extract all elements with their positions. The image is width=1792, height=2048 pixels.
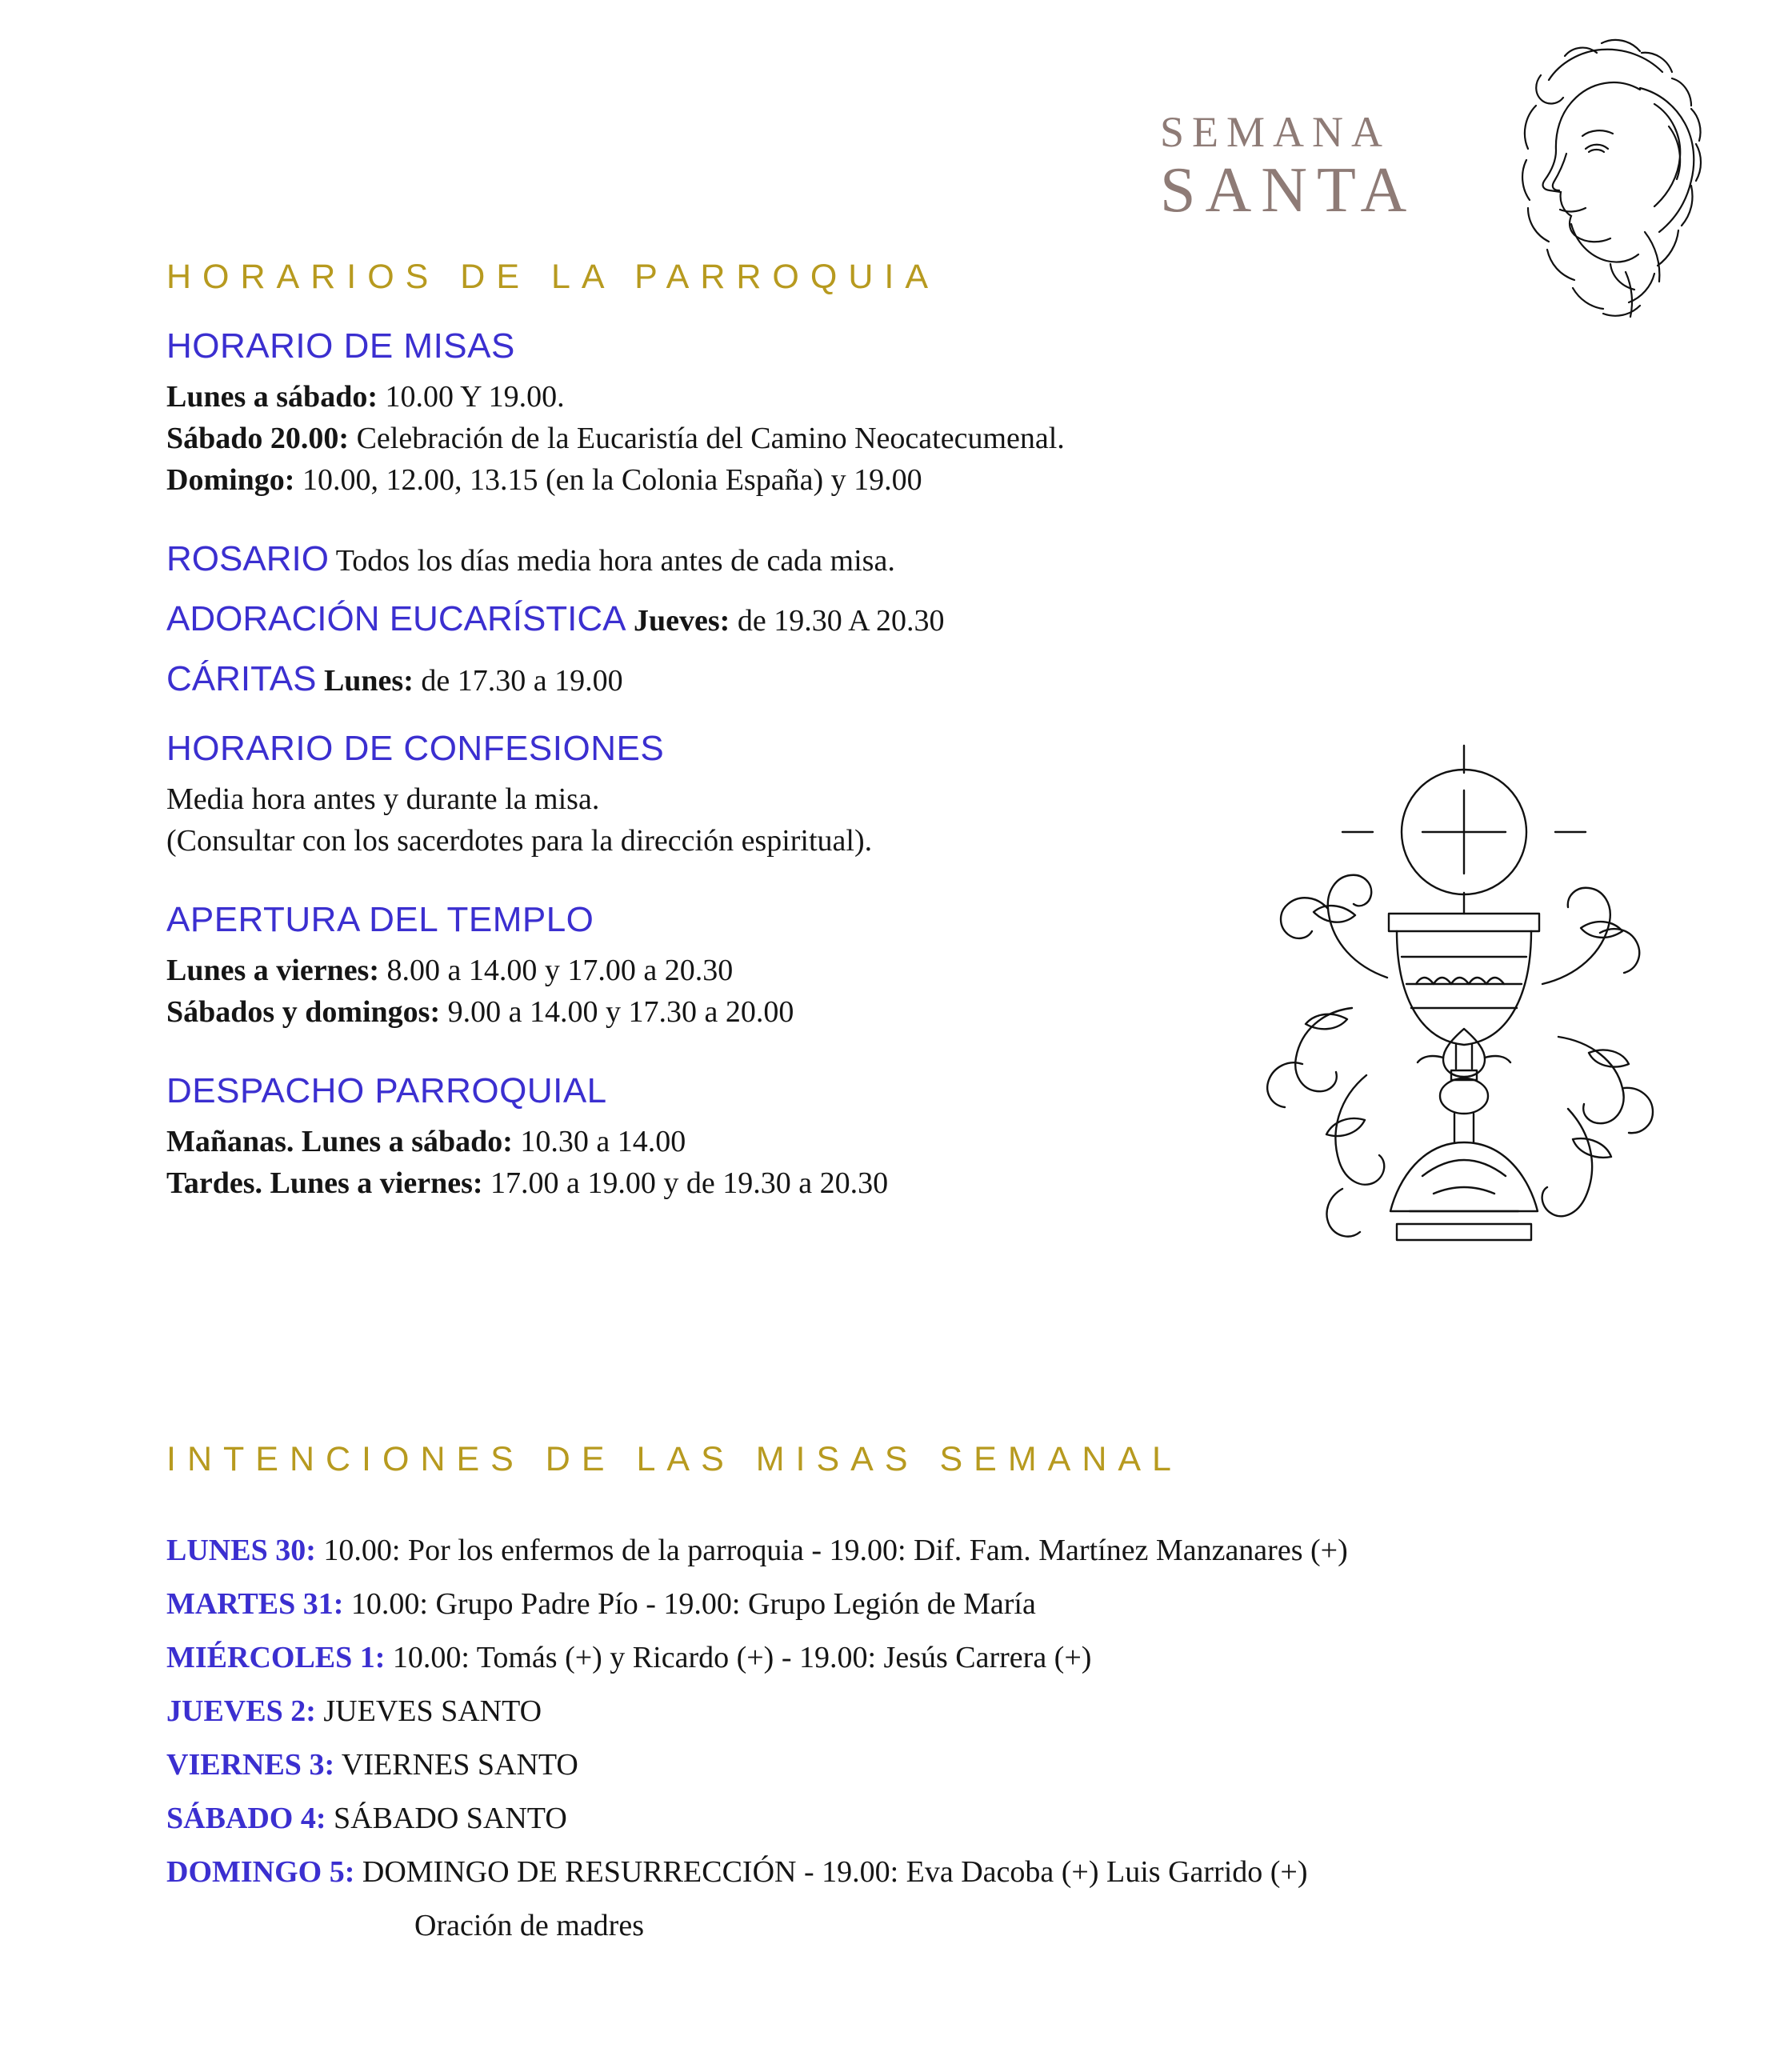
- intention-text: VIERNES SANTO: [334, 1748, 578, 1782]
- intention-day: LUNES 30:: [166, 1534, 316, 1567]
- mass-schedule-line-value: 10.00 Y 19.00.: [377, 380, 565, 414]
- intention-day: MARTES 31:: [166, 1587, 344, 1621]
- mass-schedule-line-label: Lunes a sábado:: [166, 380, 378, 414]
- parish-office-line-label: Mañanas. Lunes a sábado:: [166, 1125, 513, 1158]
- intention-day: JUEVES 2:: [166, 1694, 316, 1728]
- intention-row: [166, 1685, 1686, 1738]
- intention-text: 10.00: Por los enfermos de la parroquia - 19.00: Dif. Fam. Martínez Manzanares (+): [315, 1534, 1348, 1567]
- intention-day: MIÉRCOLES 1:: [166, 1641, 386, 1674]
- christ-crown-of-thorns-icon: [1400, 32, 1736, 352]
- confessions-line-2: (Consultar con los sacerdotes para la dirección espiritual).: [166, 824, 873, 858]
- adoration-text: de 19.30 A 20.30: [730, 604, 945, 638]
- confessions-group: [166, 729, 1270, 862]
- semana-santa-logo: [1152, 48, 1728, 328]
- intention-day: DOMINGO 5:: [166, 1855, 355, 1889]
- parish-office-line: [166, 1162, 1270, 1204]
- parish-schedule-section-title: HORARIOS DE LA PARROQUIA: [166, 258, 940, 296]
- parish-office-line-label: Tardes. Lunes a viernes:: [166, 1166, 483, 1200]
- confessions-line-1: Media hora antes y durante la misa.: [166, 782, 600, 816]
- mass-schedule-heading: HORARIO DE MISAS: [166, 326, 515, 366]
- mass-schedule-line: [166, 459, 1270, 501]
- temple-opening-line: [166, 991, 1270, 1033]
- temple-opening-group: [166, 900, 1270, 1033]
- caritas-heading: CÁRITAS: [166, 659, 317, 698]
- intention-day: VIERNES 3:: [166, 1748, 335, 1782]
- parish-office-line: [166, 1121, 1270, 1162]
- temple-opening-heading: APERTURA DEL TEMPLO: [166, 900, 594, 939]
- confessions-heading: HORARIO DE CONFESIONES: [166, 729, 665, 768]
- parish-office-line-value: 10.30 a 14.00: [512, 1125, 686, 1158]
- parish-schedule-content: [166, 326, 1270, 1228]
- rosary-text: Todos los días media hora antes de cada misa.: [328, 544, 895, 578]
- mass-schedule-line-value: Celebración de la Eucaristía del Camino Neocatecumenal.: [349, 422, 1065, 455]
- temple-opening-line-label: Sábados y domingos:: [166, 995, 441, 1029]
- mass-schedule-group: [166, 326, 1270, 501]
- mass-schedule-line-label: Domingo:: [166, 463, 295, 497]
- mass-schedule-line: [166, 418, 1270, 459]
- temple-opening-line: [166, 950, 1270, 991]
- temple-opening-line-value: 8.00 a 14.00 y 17.00 a 20.30: [379, 954, 734, 987]
- chalice-host-vine-icon: [1224, 744, 1704, 1288]
- adoration-group: [166, 599, 1270, 642]
- intention-text: 10.00: Grupo Padre Pío - 19.00: Grupo Legión de María: [343, 1587, 1036, 1621]
- temple-opening-line-value: 9.00 a 14.00 y 17.30 a 20.00: [440, 995, 794, 1029]
- rosary-group: [166, 539, 1270, 582]
- intention-row: [166, 1631, 1686, 1685]
- mass-schedule-line-value: 10.00, 12.00, 13.15 (en la Colonia España) y 19.00: [294, 463, 922, 497]
- parish-office-line-value: 17.00 a 19.00 y de 19.30 a 20.30: [482, 1166, 889, 1200]
- mass-intentions-list: [166, 1524, 1686, 1953]
- adoration-label: Jueves:: [626, 604, 730, 638]
- mass-schedule-line: [166, 376, 1270, 418]
- intention-row: [166, 1846, 1686, 1899]
- mass-schedule-line-label: Sábado 20.00:: [166, 422, 350, 455]
- logo-line-1: SEMANA: [1160, 108, 1391, 156]
- intentions-footer: Oración de madres: [414, 1909, 644, 1942]
- caritas-text: de 17.30 a 19.00: [413, 664, 623, 698]
- intention-text: 10.00: Tomás (+) y Ricardo (+) - 19.00: Jesús Carrera (+): [385, 1641, 1092, 1674]
- semana-santa-logo-text: [1160, 108, 1416, 225]
- intention-text: DOMINGO DE RESURRECCIÓN - 19.00: Eva Dacoba (+) Luis Garrido (+): [354, 1855, 1308, 1889]
- parish-office-group: [166, 1071, 1270, 1204]
- logo-line-2: SANTA: [1160, 155, 1417, 226]
- intention-row: [166, 1524, 1686, 1578]
- rosary-heading: ROSARIO: [166, 539, 329, 578]
- intention-text: SÁBADO SANTO: [326, 1802, 567, 1835]
- parish-office-heading: DESPACHO PARROQUIAL: [166, 1071, 607, 1110]
- caritas-label: Lunes:: [316, 664, 414, 698]
- temple-opening-line-label: Lunes a viernes:: [166, 954, 379, 987]
- intention-text: JUEVES SANTO: [315, 1694, 542, 1728]
- adoration-heading: ADORACIÓN EUCARÍSTICA: [166, 599, 626, 638]
- intention-row: [166, 1738, 1686, 1792]
- intention-day: SÁBADO 4:: [166, 1802, 326, 1835]
- caritas-group: [166, 659, 1270, 702]
- intention-row: [166, 1578, 1686, 1631]
- intention-row: [166, 1792, 1686, 1846]
- mass-intentions-section-title: INTENCIONES DE LAS MISAS SEMANAL: [166, 1440, 1182, 1478]
